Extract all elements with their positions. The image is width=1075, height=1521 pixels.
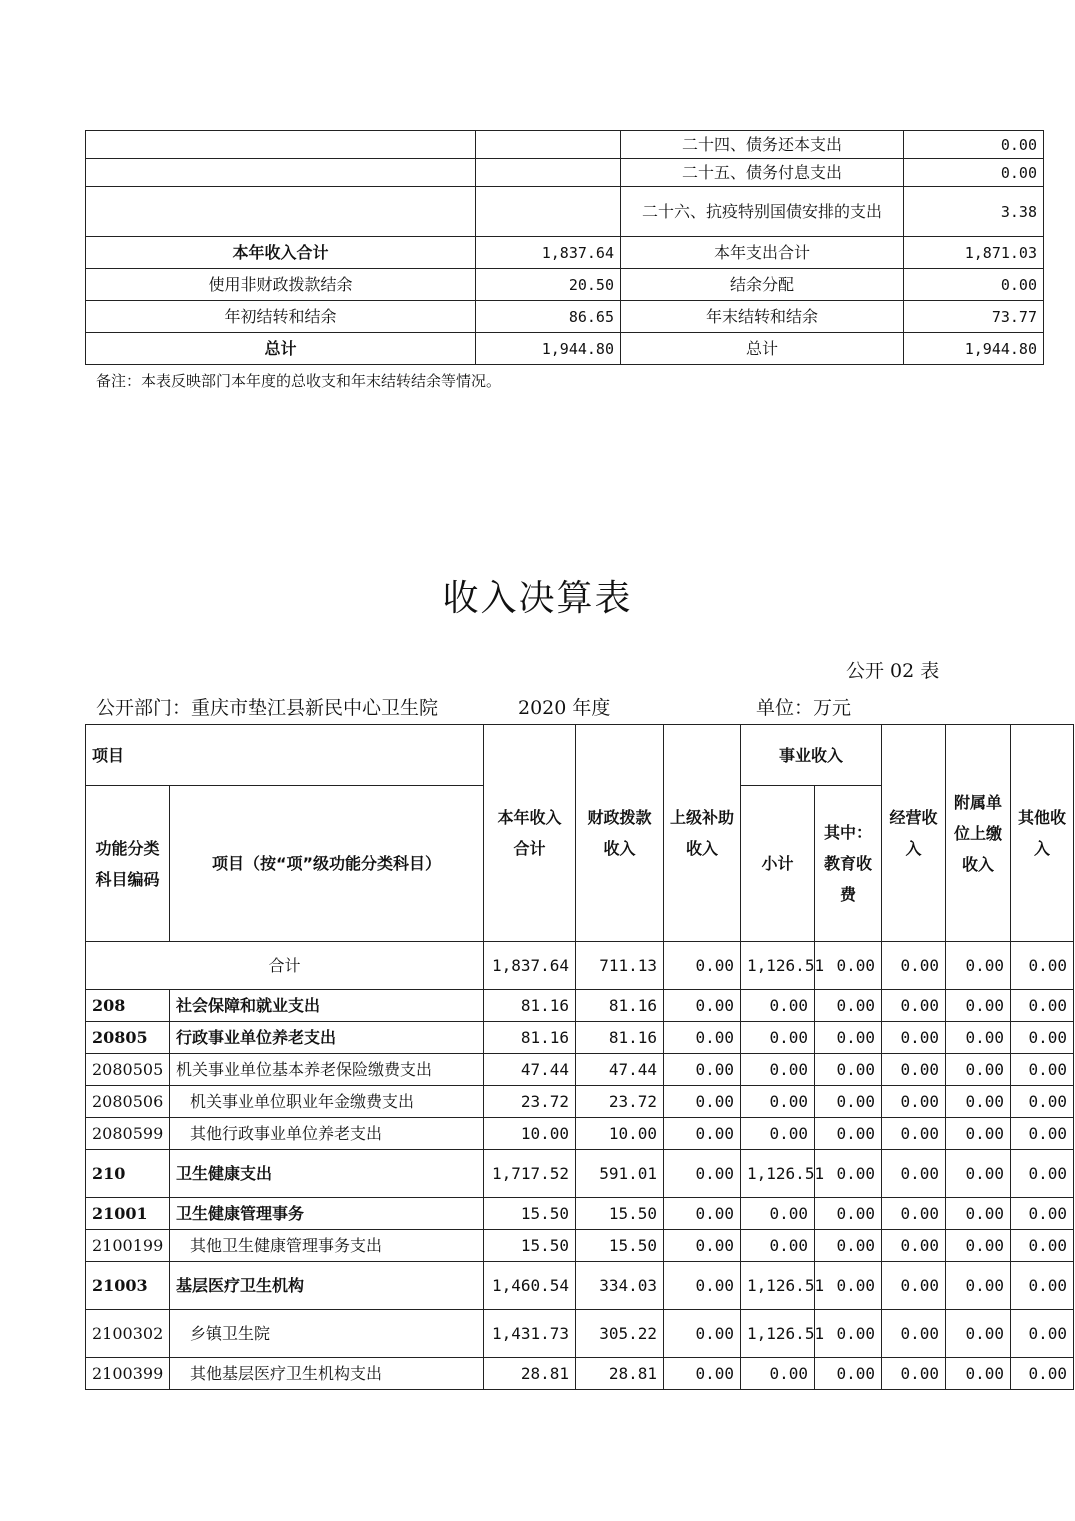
- table-row: [86, 990, 1074, 1022]
- row-value: 28.81: [484, 1358, 576, 1390]
- summary-left-label: [86, 159, 476, 187]
- row-value: 334.03: [576, 1262, 664, 1310]
- summary-left-value: 86.65: [476, 301, 621, 333]
- total-value: 1,837.64: [484, 942, 576, 990]
- row-value: 0.00: [815, 1310, 882, 1358]
- total-label: 合计: [86, 942, 484, 990]
- header-project: 项目: [86, 725, 484, 786]
- summary-right-value: 1,944.80: [904, 333, 1044, 365]
- row-code: 21003: [86, 1262, 170, 1310]
- header-affiliated: 附属单位上缴收入: [946, 725, 1011, 942]
- summary-right-value: 73.77: [904, 301, 1044, 333]
- table-row: [86, 1150, 1074, 1198]
- row-value: 0.00: [1011, 1262, 1074, 1310]
- summary-row: [86, 301, 1044, 333]
- income-table-header: [86, 725, 1074, 942]
- income-table: [85, 724, 1074, 1390]
- row-value: 0.00: [882, 990, 946, 1022]
- row-value: 0.00: [946, 1118, 1011, 1150]
- summary-left-value: [476, 187, 621, 237]
- row-value: 28.81: [576, 1358, 664, 1390]
- row-value: 81.16: [576, 1022, 664, 1054]
- summary-left-label: 本年收入合计: [86, 237, 476, 269]
- row-value: 0.00: [664, 1022, 741, 1054]
- row-value: 0.00: [882, 1086, 946, 1118]
- row-value: 0.00: [741, 1358, 815, 1390]
- row-value: 1,460.54: [484, 1262, 576, 1310]
- table-row: [86, 1310, 1074, 1358]
- row-value: 0.00: [815, 1022, 882, 1054]
- header-subtotal: 小计: [741, 786, 815, 942]
- row-value: 0.00: [664, 1150, 741, 1198]
- row-code: 2100199: [86, 1230, 170, 1262]
- row-value: 0.00: [1011, 1086, 1074, 1118]
- total-value: 0.00: [815, 942, 882, 990]
- row-value: 0.00: [1011, 1054, 1074, 1086]
- header-code: 功能分类科目编码: [86, 786, 170, 942]
- total-row: [86, 942, 1074, 990]
- row-value: 0.00: [664, 1118, 741, 1150]
- table-row: [86, 1230, 1074, 1262]
- row-value: 81.16: [484, 990, 576, 1022]
- row-value: 10.00: [576, 1118, 664, 1150]
- header-education: 其中：教育收费: [815, 786, 882, 942]
- summary-right-value: 0.00: [904, 159, 1044, 187]
- summary-row: [86, 159, 1044, 187]
- row-name: 其他卫生健康管理事务支出: [170, 1230, 484, 1262]
- row-value: 0.00: [741, 1086, 815, 1118]
- row-value: 0.00: [882, 1358, 946, 1390]
- row-value: 0.00: [882, 1022, 946, 1054]
- row-value: 0.00: [664, 1262, 741, 1310]
- row-value: 15.50: [576, 1198, 664, 1230]
- row-value: 0.00: [664, 1054, 741, 1086]
- row-value: 15.50: [484, 1198, 576, 1230]
- summary-right-value: 0.00: [904, 269, 1044, 301]
- summary-row: [86, 187, 1044, 237]
- row-name: 社会保障和就业支出: [170, 990, 484, 1022]
- row-value: 0.00: [664, 990, 741, 1022]
- summary-left-label: 年初结转和结余: [86, 301, 476, 333]
- row-code: 2100302: [86, 1310, 170, 1358]
- row-value: 0.00: [946, 1358, 1011, 1390]
- row-value: 0.00: [946, 1198, 1011, 1230]
- total-value: 0.00: [664, 942, 741, 990]
- row-name: 其他基层医疗卫生机构支出: [170, 1358, 484, 1390]
- summary-note: 备注：本表反映部门本年度的总收支和年末结转结余等情况。: [96, 372, 502, 390]
- row-value: 0.00: [946, 990, 1011, 1022]
- row-value: 0.00: [815, 1262, 882, 1310]
- summary-row: [86, 333, 1044, 365]
- total-value: 0.00: [882, 942, 946, 990]
- total-value: 0.00: [946, 942, 1011, 990]
- row-value: 0.00: [815, 1118, 882, 1150]
- summary-table: [85, 130, 1044, 365]
- row-value: 0.00: [815, 1358, 882, 1390]
- row-value: 1,431.73: [484, 1310, 576, 1358]
- row-value: 0.00: [946, 1230, 1011, 1262]
- row-name: 机关事业单位职业年金缴费支出: [170, 1086, 484, 1118]
- row-value: 0.00: [1011, 990, 1074, 1022]
- row-value: 0.00: [741, 1118, 815, 1150]
- summary-left-label: [86, 187, 476, 237]
- summary-right-value: 3.38: [904, 187, 1044, 237]
- row-value: 0.00: [946, 1262, 1011, 1310]
- row-value: 23.72: [484, 1086, 576, 1118]
- row-value: 0.00: [882, 1150, 946, 1198]
- row-value: 23.72: [576, 1086, 664, 1118]
- table-number: 公开 02 表: [846, 660, 940, 682]
- header-fiscal: 财政拨款收入: [576, 725, 664, 942]
- summary-left-label: [86, 131, 476, 159]
- table-row: [86, 1054, 1074, 1086]
- row-value: 0.00: [882, 1118, 946, 1150]
- summary-left-value: [476, 159, 621, 187]
- summary-right-label: 年末结转和结余: [621, 301, 904, 333]
- row-value: 0.00: [664, 1358, 741, 1390]
- row-value: 0.00: [1011, 1022, 1074, 1054]
- row-code: 21001: [86, 1198, 170, 1230]
- row-value: 1,126.51: [741, 1262, 815, 1310]
- row-code: 20805: [86, 1022, 170, 1054]
- row-value: 15.50: [484, 1230, 576, 1262]
- total-value: 1,126.51: [741, 942, 815, 990]
- row-value: 305.22: [576, 1310, 664, 1358]
- table-row: [86, 1022, 1074, 1054]
- row-name: 卫生健康支出: [170, 1150, 484, 1198]
- summary-left-value: 1,944.80: [476, 333, 621, 365]
- summary-right-value: 1,871.03: [904, 237, 1044, 269]
- row-value: 0.00: [946, 1150, 1011, 1198]
- summary-right-value: 0.00: [904, 131, 1044, 159]
- row-value: 0.00: [815, 1054, 882, 1086]
- summary-left-value: 20.50: [476, 269, 621, 301]
- summary-row: [86, 237, 1044, 269]
- row-value: 47.44: [484, 1054, 576, 1086]
- row-value: 0.00: [1011, 1230, 1074, 1262]
- header-business: 事业收入: [741, 725, 882, 786]
- summary-right-label: 结余分配: [621, 269, 904, 301]
- row-value: 10.00: [484, 1118, 576, 1150]
- row-name: 卫生健康管理事务: [170, 1198, 484, 1230]
- row-value: 1,126.51: [741, 1310, 815, 1358]
- row-value: 0.00: [882, 1198, 946, 1230]
- row-name: 行政事业单位养老支出: [170, 1022, 484, 1054]
- row-value: 0.00: [664, 1086, 741, 1118]
- row-name: 其他行政事业单位养老支出: [170, 1118, 484, 1150]
- header-item: 项目（按“项”级功能分类科目）: [170, 786, 484, 942]
- table-row: [86, 1198, 1074, 1230]
- row-value: 591.01: [576, 1150, 664, 1198]
- row-code: 210: [86, 1150, 170, 1198]
- row-value: 0.00: [946, 1054, 1011, 1086]
- row-value: 0.00: [741, 990, 815, 1022]
- row-value: 0.00: [815, 1230, 882, 1262]
- row-value: 0.00: [741, 1054, 815, 1086]
- row-value: 0.00: [741, 1230, 815, 1262]
- page-title: 收入决算表: [442, 578, 633, 619]
- row-value: 0.00: [882, 1230, 946, 1262]
- row-value: 0.00: [815, 1198, 882, 1230]
- row-value: 0.00: [741, 1022, 815, 1054]
- total-value: 711.13: [576, 942, 664, 990]
- row-value: 0.00: [664, 1198, 741, 1230]
- year-label: 2020 年度: [518, 697, 611, 719]
- row-value: 0.00: [815, 1150, 882, 1198]
- row-value: 0.00: [1011, 1150, 1074, 1198]
- row-value: 0.00: [815, 1086, 882, 1118]
- row-value: 81.16: [484, 1022, 576, 1054]
- row-value: 0.00: [815, 990, 882, 1022]
- row-value: 0.00: [1011, 1198, 1074, 1230]
- summary-right-label: 二十四、债务还本支出: [621, 131, 904, 159]
- row-code: 2080506: [86, 1086, 170, 1118]
- summary-left-value: 1,837.64: [476, 237, 621, 269]
- table-row: [86, 1358, 1074, 1390]
- summary-left-label: 总计: [86, 333, 476, 365]
- summary-right-label: 二十六、抗疫特别国债安排的支出: [621, 187, 904, 237]
- summary-row: [86, 269, 1044, 301]
- row-code: 2080505: [86, 1054, 170, 1086]
- row-value: 1,126.51: [741, 1150, 815, 1198]
- table-row: [86, 1086, 1074, 1118]
- row-value: 0.00: [1011, 1118, 1074, 1150]
- row-value: 0.00: [741, 1198, 815, 1230]
- row-value: 0.00: [882, 1262, 946, 1310]
- summary-left-value: [476, 131, 621, 159]
- row-value: 0.00: [946, 1310, 1011, 1358]
- row-value: 1,717.52: [484, 1150, 576, 1198]
- row-value: 0.00: [1011, 1358, 1074, 1390]
- header-other: 其他收入: [1011, 725, 1074, 942]
- table-row: [86, 1262, 1074, 1310]
- summary-left-label: 使用非财政拨款结余: [86, 269, 476, 301]
- row-code: 208: [86, 990, 170, 1022]
- row-value: 47.44: [576, 1054, 664, 1086]
- row-code: 2080599: [86, 1118, 170, 1150]
- row-value: 0.00: [1011, 1310, 1074, 1358]
- row-value: 0.00: [946, 1022, 1011, 1054]
- row-name: 乡镇卫生院: [170, 1310, 484, 1358]
- summary-right-label: 二十五、债务付息支出: [621, 159, 904, 187]
- summary-row: [86, 131, 1044, 159]
- row-value: 0.00: [664, 1310, 741, 1358]
- income-table-body: [86, 942, 1074, 1390]
- row-value: 0.00: [946, 1086, 1011, 1118]
- row-name: 机关事业单位基本养老保险缴费支出: [170, 1054, 484, 1086]
- department-label: 公开部门：重庆市垫江县新民中心卫生院: [96, 697, 439, 719]
- header-operating: 经营收入: [882, 725, 946, 942]
- row-code: 2100399: [86, 1358, 170, 1390]
- summary-right-label: 总计: [621, 333, 904, 365]
- unit-label: 单位：万元: [756, 697, 852, 719]
- summary-right-label: 本年支出合计: [621, 237, 904, 269]
- table-row: [86, 1118, 1074, 1150]
- row-value: 0.00: [664, 1230, 741, 1262]
- row-value: 0.00: [882, 1310, 946, 1358]
- header-total: 本年收入合计: [484, 725, 576, 942]
- row-value: 81.16: [576, 990, 664, 1022]
- total-value: 0.00: [1011, 942, 1074, 990]
- row-value: 0.00: [882, 1054, 946, 1086]
- row-name: 基层医疗卫生机构: [170, 1262, 484, 1310]
- row-value: 15.50: [576, 1230, 664, 1262]
- header-superior: 上级补助收入: [664, 725, 741, 942]
- summary-table-body: [86, 131, 1044, 365]
